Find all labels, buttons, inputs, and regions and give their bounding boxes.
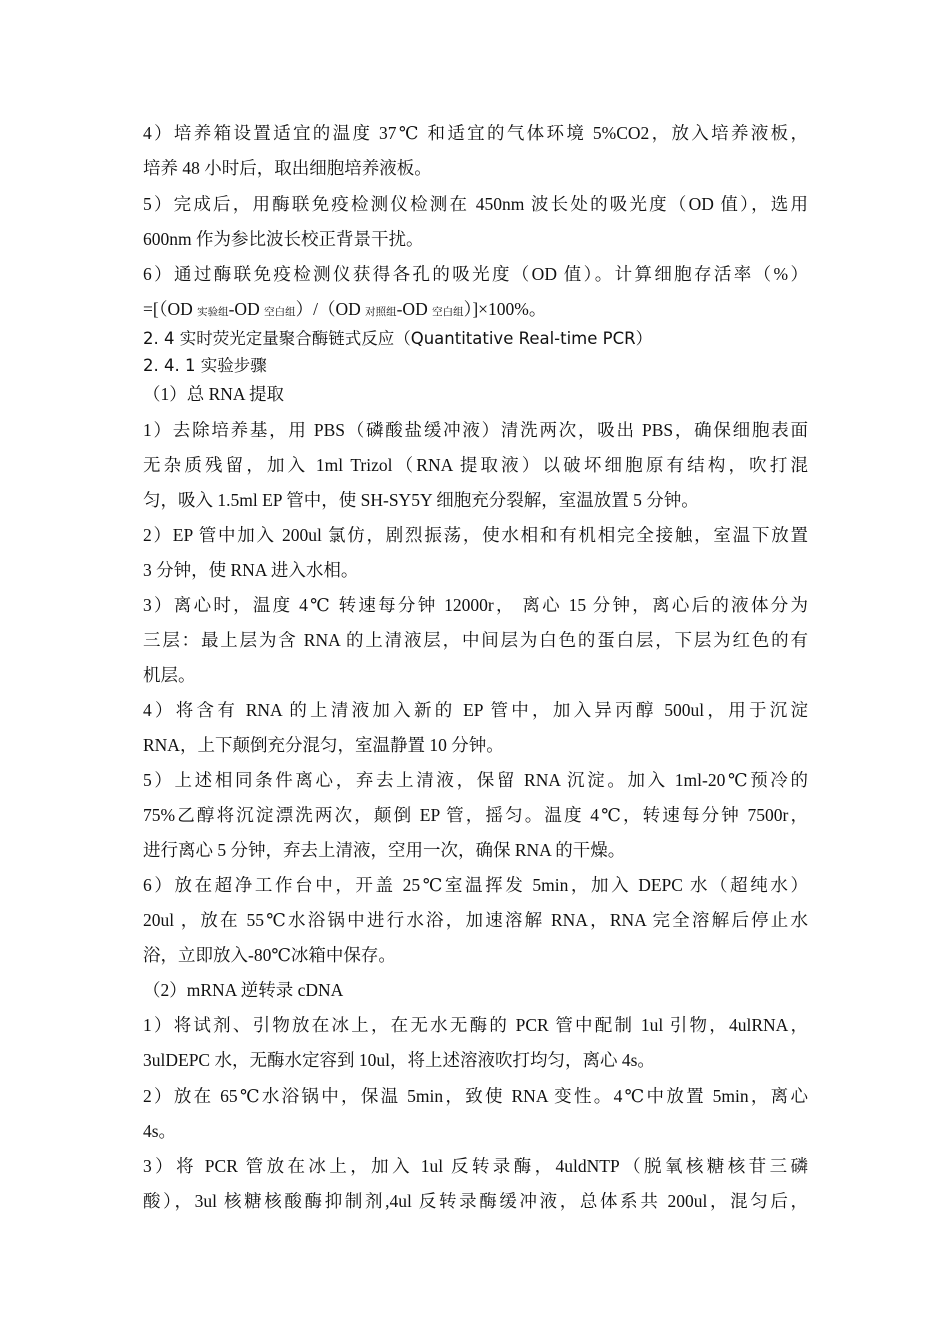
paragraph-line: 4s。	[143, 1121, 177, 1141]
paragraph-line: 75%乙醇将沉淀漂洗两次，颠倒 EP 管，摇匀。温度 4℃，转速每分钟 7500r，	[143, 805, 808, 825]
paragraph-line: 机层。	[143, 665, 196, 685]
paragraph-line: 20ul ，放在 55℃水浴锅中进行水浴，加速溶解 RNA，RNA 完全溶解后停止水	[143, 910, 808, 930]
paragraph-line: 培养 48 小时后，取出细胞培养液板。	[143, 158, 432, 178]
paragraph-line: 1）将试剂、引物放在冰上，在无水无酶的 PCR 管中配制 1ul 引物，4ulRNA，	[143, 1015, 808, 1035]
formula-part: ）]×100%。	[463, 299, 547, 319]
formula-subscript: 空白组	[264, 307, 296, 318]
paragraph-line: 酸），3ul 核糖核酸酶抑制剂,4ul 反转录酶缓冲液，总体系共 200ul，混匀后，	[143, 1191, 808, 1211]
paragraph-line: 匀，吸入 1.5ml EP 管中，使 SH-SY5Y 细胞充分裂解，室温放置 5 分钟。	[143, 490, 699, 510]
paragraph-line: 6）通过酶联免疫检测仪获得各孔的吸光度（OD 值）。计算细胞存活率（%）	[143, 264, 808, 284]
step-heading: （2）mRNA 逆转录 cDNA	[143, 980, 344, 1000]
paragraph-line: 3）离心时，温度 4℃ 转速每分钟 12000r， 离心 15 分钟，离心后的液体分为	[143, 595, 808, 615]
formula-subscript: 实验组	[197, 307, 229, 318]
formula-part: =[（OD	[143, 299, 198, 319]
paragraph-line: 2）EP 管中加入 200ul 氯仿，剧烈振荡，使水相和有机相完全接触，室温下放置	[143, 525, 808, 545]
paragraph-line: 无杂质残留，加入 1ml Trizol（RNA 提取液）以破坏细胞原有结构，吹打混	[143, 455, 808, 475]
paragraph-line: RNA，上下颠倒充分混匀，室温静置 10 分钟。	[143, 735, 504, 755]
step-heading: （1）总 RNA 提取	[143, 384, 284, 404]
paragraph-line: 5）完成后，用酶联免疫检测仪检测在 450nm 波长处的吸光度（OD 值），选用	[143, 194, 808, 214]
paragraph-line: 6）放在超净工作台中，开盖 25℃室温挥发 5min，加入 DEPC 水（超纯水）	[143, 875, 808, 895]
paragraph-line: 1）去除培养基，用 PBS（磷酸盐缓冲液）清洗两次，吸出 PBS，确保细胞表面	[143, 420, 808, 440]
paragraph-line: 4）培养箱设置适宜的温度 37℃ 和适宜的气体环境 5%CO2，放入培养液板，	[143, 123, 808, 143]
paragraph-line: 3ulDEPC 水，无酶水定容到 10ul，将上述溶液吹打均匀，离心 4s。	[143, 1050, 655, 1070]
paragraph-line: 2）放在 65℃水浴锅中，保温 5min，致使 RNA 变性。4℃中放置 5min，离心	[143, 1086, 808, 1106]
paragraph-line: 600nm 作为参比波长校正背景干扰。	[143, 229, 424, 249]
cell-viability-formula	[143, 297, 808, 325]
paragraph-line: 浴，立即放入-80℃冰箱中保存。	[143, 945, 396, 965]
paragraph-line: 三层：最上层为含 RNA 的上清液层，中间层为白色的蛋白层，下层为红色的有	[143, 630, 808, 650]
formula-part: -OD	[396, 299, 433, 319]
formula-part: ）/（OD	[295, 299, 366, 319]
paragraph-line: 4）将含有 RNA 的上清液加入新的 EP 管中，加入异丙醇 500ul，用于沉淀	[143, 700, 808, 720]
paragraph-line: 进行离心 5 分钟，弃去上清液，空用一次，确保 RNA 的干燥。	[143, 840, 626, 860]
formula-subscript: 对照组	[365, 307, 397, 318]
paragraph-line: 5）上述相同条件离心，弃去上清液，保留 RNA 沉淀。加入 1ml-20℃预冷的	[143, 770, 808, 790]
paragraph-line: 3 分钟，使 RNA 进入水相。	[143, 560, 359, 580]
formula-subscript: 空白组	[432, 307, 464, 318]
formula-part: -OD	[228, 299, 265, 319]
subsection-heading: 2. 4. 1 实验步骤	[143, 356, 267, 375]
section-heading: 2. 4 实时荧光定量聚合酶链式反应（Quantitative Real-time PCR）	[143, 329, 653, 348]
paragraph-line: 3）将 PCR 管放在冰上，加入 1ul 反转录酶，4uldNTP（脱氧核糖核苷三磷	[143, 1156, 808, 1176]
